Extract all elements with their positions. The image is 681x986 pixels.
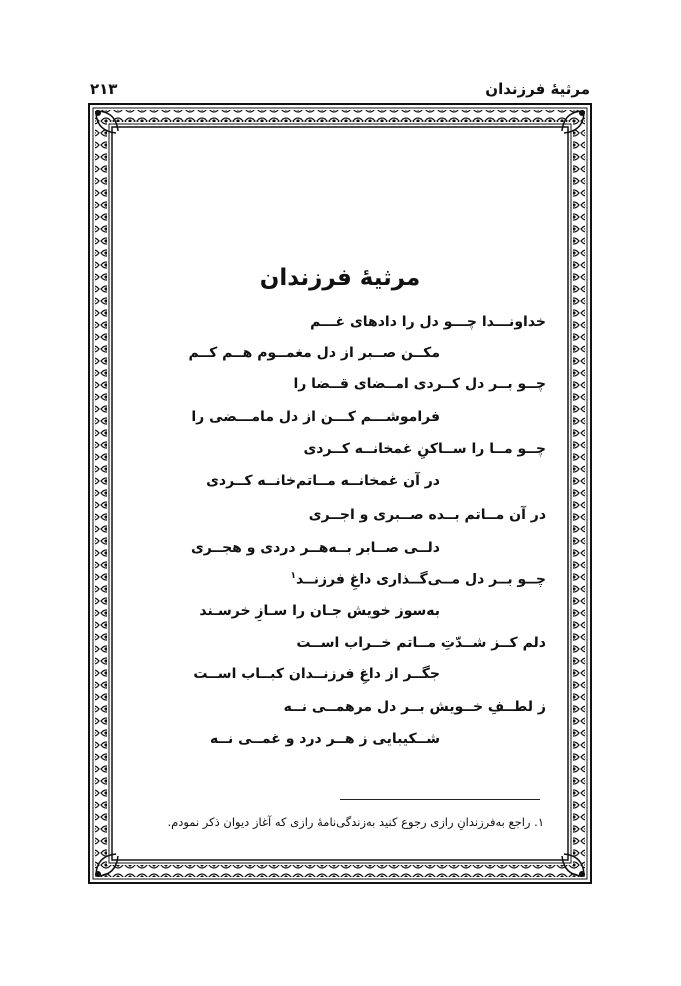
verse-line: دلم کــز شــدّتِ مــاتم خــراب اســت [296, 635, 546, 651]
verse-line: به‌سوز خویش جـان را سـازِ خرسـند [199, 603, 440, 619]
verse-line: شــکیبایی ز هــر درد و غمــی نــه [209, 731, 440, 747]
verse-line: مکــن صــبر از دل مغمــوم هــم کــم [188, 345, 440, 361]
page-content [88, 103, 592, 884]
verse-text: چــو بــر دل مــی‌گــذاری داغِ فرزنــد [296, 571, 546, 588]
verse-line: جگــر از داغِ فرزنــدان کبــاب اســت [193, 666, 440, 682]
verse-line: چــو مــا را ســاکنِ غمخانــه کــردی [303, 441, 546, 457]
verse-line: خداونـــدا چـــو دل را دادهای غـــم [310, 314, 546, 330]
poem-title: مرثیهٔ فرزندان [259, 265, 421, 291]
verse-line: دلــی صــابر بــه‌هــر دردی و هجــری [190, 540, 440, 556]
verse-line: در آن مــاتم بــده صــبری و اجــری [308, 507, 546, 523]
verse-line: در آن غمخانــه مــاتم‌خانــه کــردی [206, 473, 440, 489]
verse-line: فراموشـــم کـــن از دل مامـــضی را [191, 409, 440, 425]
footnote-text: ۱. راجع به‌فرزندانِ رازی رجوع کنید به‌زندگی‌نامهٔ رازی که آغاز دیوان ذکر نمودم. [167, 815, 544, 829]
footnote-marker[interactable]: ۱ [290, 571, 297, 581]
page-number: ۲۱۳ [90, 80, 118, 98]
footnote-divider [340, 799, 540, 800]
running-header [90, 78, 590, 102]
verse-line: ز لطــفِ خــویش بــر دل مرهمــی نــه [283, 699, 546, 715]
running-title: مرثیهٔ فرزندان [485, 80, 590, 98]
verse-line: چــو بــر دل کــردی امــضای قــضا را [293, 376, 546, 392]
verse-line-with-footnote [291, 571, 546, 588]
